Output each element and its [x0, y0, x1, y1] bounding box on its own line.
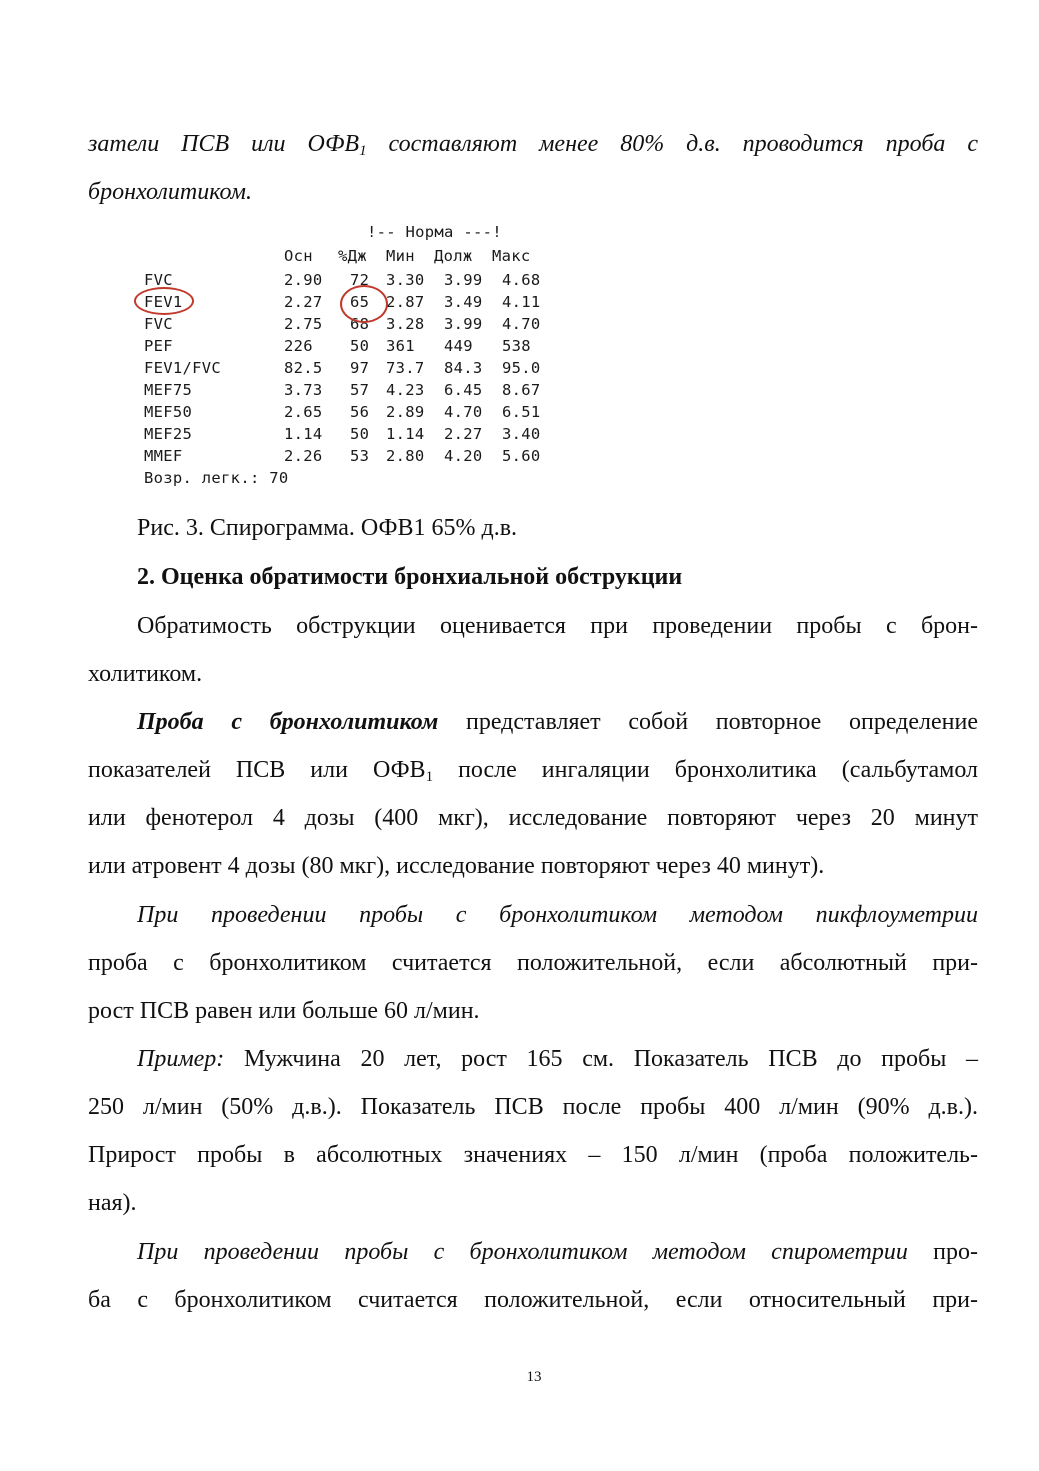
highlight-circle: [134, 287, 194, 315]
spiro-cell-max: 538: [502, 337, 531, 355]
spiro-cell-dolzh: 3.99: [444, 315, 483, 333]
spiro-cell-max: 4.11: [502, 293, 541, 311]
spiro-cell-min: 73.7: [386, 359, 425, 377]
spiro-cell-name: MEF75: [144, 381, 193, 399]
spiro-cell-max: 3.40: [502, 425, 541, 443]
text-line: Прирост пробы в абсолютных значениях – 150 л/мин (проба положитель-: [88, 1142, 978, 1168]
spiro-cell-name: MMEF: [144, 447, 183, 465]
spiro-cell-dolzh: 84.3: [444, 359, 483, 377]
spiro-cell-name: PEF: [144, 337, 173, 355]
column-header: Мин: [386, 247, 415, 265]
spiro-cell-min: 1.14: [386, 425, 425, 443]
text-line: затели ПСВ или $ОФВ_1$ составляют менее 80% д.в. проводится проба с: [88, 131, 979, 159]
spiro-cell-name: FEV1: [144, 293, 183, 311]
spiro-cell-osn: 2.65: [284, 403, 323, 421]
spiro-cell-osn: 226: [284, 337, 313, 355]
column-header: Осн: [284, 247, 313, 265]
spiro-cell-pct: 57: [350, 381, 370, 399]
lung-age: Возр. легк.: 70: [144, 469, 289, 487]
spiro-cell-max: 4.70: [502, 315, 541, 333]
text-line: При проведении пробы с бронхолитиком методом спирометрии про-: [137, 1239, 978, 1265]
spiro-cell-max: 95.0: [502, 359, 541, 377]
spiro-cell-osn: 1.14: [284, 425, 323, 443]
column-header: Макс: [492, 247, 531, 265]
spiro-cell-pct: 97: [350, 359, 370, 377]
spiro-cell-name: MEF25: [144, 425, 193, 443]
text-line: проба с бронхолитиком считается положительной, если абсолютный при-: [88, 950, 978, 976]
column-header: Долж: [434, 247, 473, 265]
term-bold: Проба с бронхолитиком: [137, 709, 439, 735]
spiro-cell-pct: 53: [350, 447, 370, 465]
text-line: Проба с бронхолитиком представляет собой повторное определение: [137, 709, 979, 735]
spiro-cell-osn: 82.5: [284, 359, 323, 377]
spiro-cell-osn: 3.73: [284, 381, 323, 399]
highlight-circle: [340, 285, 388, 323]
spiro-cell-name: FVC: [144, 271, 173, 289]
spiro-cell-dolzh: 4.20: [444, 447, 483, 465]
text-line: холитиком.: [88, 661, 203, 687]
text-line: ба с бронхолитиком считается положительной, если относительный при-: [88, 1287, 978, 1313]
norm-header: !-- Норма ---!: [367, 223, 502, 241]
spiro-cell-max: 5.60: [502, 447, 541, 465]
spiro-cell-dolzh: 6.45: [444, 381, 483, 399]
spiro-cell-min: 4.23: [386, 381, 425, 399]
spiro-cell-dolzh: 3.99: [444, 271, 483, 289]
text-line: рост ПСВ равен или больше 60 л/мин.: [88, 998, 480, 1024]
spiro-cell-osn: 2.26: [284, 447, 323, 465]
spiro-cell-dolzh: 2.27: [444, 425, 483, 443]
text-line: ная).: [88, 1190, 137, 1216]
text-line: 250 л/мин (50% д.в.). Показатель ПСВ после пробы 400 л/мин (90% д.в.).: [88, 1094, 978, 1120]
spiro-cell-pct: 56: [350, 403, 370, 421]
spiro-cell-min: 2.87: [386, 293, 425, 311]
spiro-cell-min: 2.89: [386, 403, 425, 421]
spiro-cell-name: FEV1/FVC: [144, 359, 222, 377]
spiro-cell-name: MEF50: [144, 403, 193, 421]
spiro-cell-osn: 2.90: [284, 271, 323, 289]
spiro-cell-dolzh: 449: [444, 337, 473, 355]
spiro-cell-max: 4.68: [502, 271, 541, 289]
spiro-cell-pct: 50: [350, 425, 370, 443]
column-header: %Дж: [338, 247, 367, 265]
text-line: Пример: Мужчина 20 лет, рост 165 см. Показатель ПСВ до пробы –: [137, 1046, 978, 1072]
spiro-cell-osn: 2.27: [284, 293, 323, 311]
spiro-cell-min: 3.30: [386, 271, 425, 289]
text-line: или фенотерол 4 дозы (400 мкг), исследование повторяют через 20 минут: [88, 805, 978, 831]
page-number: 13: [526, 1369, 542, 1385]
spiro-cell-dolzh: 3.49: [444, 293, 483, 311]
text-line: показателей ПСВ или $ОФВ_1$ после ингаляции бронхолитика (сальбутамол: [88, 757, 978, 785]
spiro-cell-pct: 68: [350, 315, 370, 333]
spiro-cell-max: 6.51: [502, 403, 541, 421]
figure-caption: Рис. 3. Спирограмма. ОФВ1 65% д.в.: [137, 515, 518, 541]
spiro-cell-min: 3.28: [386, 315, 425, 333]
text-line: бронхолитиком.: [88, 179, 252, 205]
text-line: При проведении пробы с бронхолитиком методом пикфлоуметрии: [137, 902, 978, 928]
spiro-cell-osn: 2.75: [284, 315, 323, 333]
spiro-cell-max: 8.67: [502, 381, 541, 399]
spiro-cell-min: 361: [386, 337, 415, 355]
spiro-cell-name: FVC: [144, 315, 173, 333]
text-line: или атровент 4 дозы (80 мкг), исследование повторяют через 40 минут).: [88, 853, 825, 879]
spiro-cell-dolzh: 4.70: [444, 403, 483, 421]
spiro-cell-pct: 72: [350, 271, 370, 289]
section-heading: 2. Оценка обратимости бронхиальной обструкции: [137, 564, 683, 590]
spiro-cell-min: 2.80: [386, 447, 425, 465]
spiro-cell-pct: 50: [350, 337, 370, 355]
text-line: Обратимость обструкции оценивается при проведении пробы с брон-: [137, 613, 978, 639]
spiro-cell-pct: 65: [350, 293, 370, 311]
spirogram-figure: [138, 223, 558, 498]
